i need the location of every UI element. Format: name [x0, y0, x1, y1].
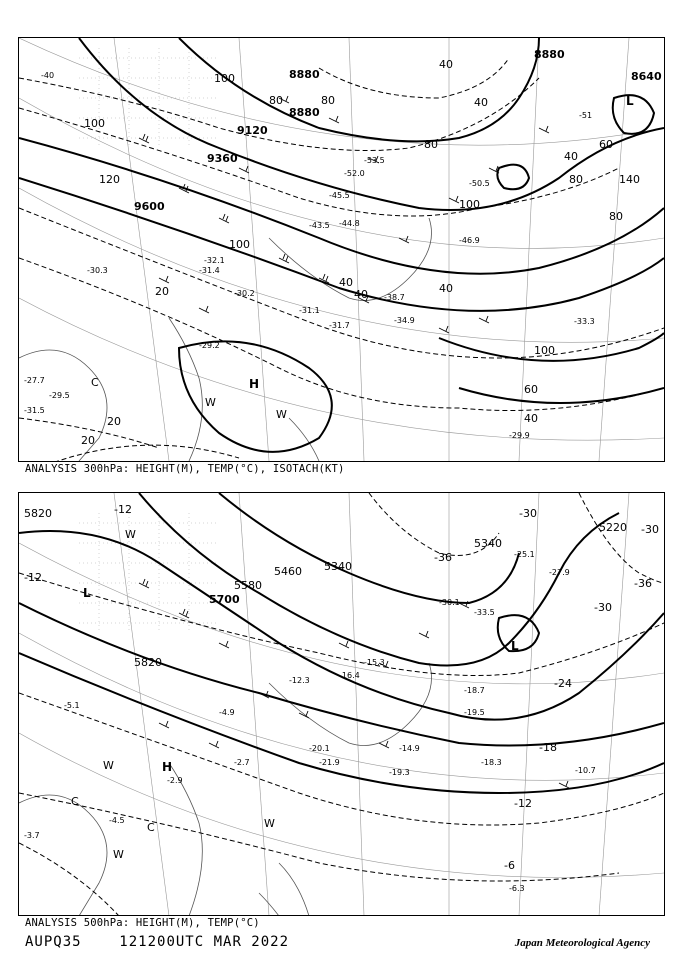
height-label: 9360 — [207, 152, 238, 165]
temperature-label: -27.7 — [24, 376, 45, 385]
map-300hpa-svg — [19, 38, 664, 461]
temperature-label: -4.5 — [109, 816, 125, 825]
height-label: 5820 — [24, 507, 52, 520]
temperature-label: -52.0 — [344, 169, 365, 178]
agency-credit: Japan Meteorological Agency — [514, 937, 650, 949]
isotach-label: 60 — [599, 138, 613, 151]
low-center-label: L — [511, 639, 519, 653]
grid-dots — [79, 513, 219, 633]
temperature-label: -19.3 — [389, 768, 410, 777]
temperature-label: -6.3 — [509, 884, 525, 893]
temperature-label: -12 — [514, 797, 532, 810]
height-label: 8640 — [631, 70, 662, 83]
cold-center-label: C — [147, 821, 155, 834]
warm-center-label: W — [276, 408, 287, 421]
height-label: 5460 — [274, 565, 302, 578]
temperature-label: -6 — [504, 859, 515, 872]
temperature-label: -33.3 — [574, 317, 595, 326]
temperature-label: -18 — [539, 741, 557, 754]
temperature-label: -20.1 — [309, 744, 330, 753]
temperature-label: -51 — [579, 111, 593, 120]
height-label: 9120 — [237, 124, 268, 137]
temperature-label: -30.3 — [87, 266, 108, 275]
isotach-label: 80 — [424, 138, 438, 151]
height-label: 8880 — [289, 68, 320, 81]
height-label: 5820 — [134, 656, 162, 669]
isotach-label: 100 — [214, 72, 235, 85]
valid-time: 121200UTC MAR 2022 — [119, 934, 290, 950]
temperature-label: -12 — [114, 503, 132, 516]
isotach-label: 40 — [564, 150, 578, 163]
temperature-label: -31.5 — [24, 406, 45, 415]
temperature-label: -10.7 — [575, 766, 596, 775]
temperature-label: -30 — [519, 507, 537, 520]
map-panel-300hpa — [18, 37, 665, 462]
isotach-label: 80 — [569, 173, 583, 186]
high-center-label: H — [162, 760, 173, 774]
chart-title: AUPQ35 — [25, 934, 82, 950]
height-label: 8880 — [289, 106, 320, 119]
isotach-label: 80 — [609, 210, 623, 223]
cold-center-label: C — [91, 376, 99, 389]
temperature-label: -21.9 — [319, 758, 340, 767]
isotach-label: 40 — [354, 288, 368, 301]
isotach-label: 120 — [99, 173, 120, 186]
height-label: 9600 — [134, 200, 165, 213]
temperature-label: -30 — [594, 601, 612, 614]
map-panel-500hpa — [18, 492, 665, 916]
low-center-label: L — [626, 94, 634, 108]
height-label: 5220 — [599, 521, 627, 534]
map-500hpa-svg — [19, 493, 664, 916]
temperature-label: -18.7 — [464, 686, 485, 695]
isotach-label: 100 — [459, 198, 480, 211]
warm-center-label: W — [113, 848, 124, 861]
temperature-label: -18.3 — [481, 758, 502, 767]
temperature-label: -15.3 — [364, 658, 385, 667]
temperature-label: -12 — [24, 571, 42, 584]
isotach-label: 20 — [107, 415, 121, 428]
temperature-label: -36 — [634, 577, 652, 590]
isotach-label: 20 — [155, 285, 169, 298]
isotach-label: 140 — [619, 173, 640, 186]
isotach-label: 60 — [524, 383, 538, 396]
warm-center-label: W — [103, 759, 114, 772]
isotach-label: 40 — [439, 58, 453, 71]
temperature-label: -27.9 — [549, 568, 570, 577]
height-label: 5700 — [209, 593, 240, 606]
temperature-label: -4.9 — [219, 708, 235, 717]
temperature-label: -2.7 — [234, 758, 250, 767]
temperature-label: -50.5 — [469, 179, 490, 188]
temperature-label: -31.4 — [199, 266, 220, 275]
temperature-label: -25.1 — [514, 550, 535, 559]
isotach-label: 100 — [534, 344, 555, 357]
cold-center-label: C — [71, 795, 79, 808]
temperature-label: -30 — [641, 523, 659, 536]
high-center-label: H — [249, 377, 260, 391]
graticule-lines — [19, 38, 664, 461]
temperature-label: -30.1 — [439, 598, 460, 607]
temperature-label: -31.7 — [329, 321, 350, 330]
panel-300-caption: ANALYSIS 300hPa: HEIGHT(M), TEMP(°C), ISOTACH(KT) — [25, 463, 345, 475]
wind-barbs — [139, 96, 549, 333]
temperature-label: -5.1 — [64, 701, 80, 710]
height-label: 5580 — [234, 579, 262, 592]
temperature-label: -46.9 — [459, 236, 480, 245]
temperature-label: -38.7 — [384, 293, 405, 302]
isotach-label: 40 — [474, 96, 488, 109]
isotach-label: 80 — [269, 94, 283, 107]
temperature-label: -12.3 — [289, 676, 310, 685]
height-label: 8880 — [534, 48, 565, 61]
temperature-label: -43.5 — [309, 221, 330, 230]
temperature-label: -3.7 — [24, 831, 40, 840]
temperature-label: -29.2 — [199, 341, 220, 350]
warm-center-label: W — [264, 817, 275, 830]
temperature-label: -29.9 — [509, 431, 530, 440]
temperature-label: -16.4 — [339, 671, 360, 680]
chart-header — [25, 934, 289, 950]
height-contours — [19, 38, 664, 452]
temperature-label: -24 — [554, 677, 572, 690]
isotach-label: 40 — [439, 282, 453, 295]
panel-500-caption: ANALYSIS 500hPa: HEIGHT(M), TEMP(°C) — [25, 917, 260, 929]
isotach-label: 20 — [81, 434, 95, 447]
temperature-label: -45.5 — [329, 191, 350, 200]
isotach-label: 40 — [524, 412, 538, 425]
coastlines — [19, 218, 432, 461]
temperature-label: -31.1 — [299, 306, 320, 315]
temperature-label: -14.9 — [399, 744, 420, 753]
temperature-label: -44.8 — [339, 219, 360, 228]
temperature-label: -2.9 — [167, 776, 183, 785]
height-contours — [19, 493, 664, 793]
temperature-label: -29.5 — [49, 391, 70, 400]
temperature-label: -30.2 — [234, 289, 255, 298]
coastlines — [19, 663, 432, 916]
temperature-label: -34.9 — [394, 316, 415, 325]
height-label: 5340 — [474, 537, 502, 550]
isotach-label: 80 — [321, 94, 335, 107]
temperature-label: -32.1 — [204, 256, 225, 265]
temperature-label: -19.5 — [464, 708, 485, 717]
temperature-label: -53.5 — [364, 156, 385, 165]
isotach-label: 40 — [339, 276, 353, 289]
low-center-label: L — [83, 586, 91, 600]
temperature-label: -33.5 — [474, 608, 495, 617]
temperature-label: -36 — [434, 551, 452, 564]
warm-center-label: W — [125, 528, 136, 541]
warm-center-label: W — [205, 396, 216, 409]
isotach-label: 100 — [84, 117, 105, 130]
temperature-label: -40 — [41, 71, 55, 80]
height-label: 5340 — [324, 560, 352, 573]
isotach-label: 100 — [229, 238, 250, 251]
